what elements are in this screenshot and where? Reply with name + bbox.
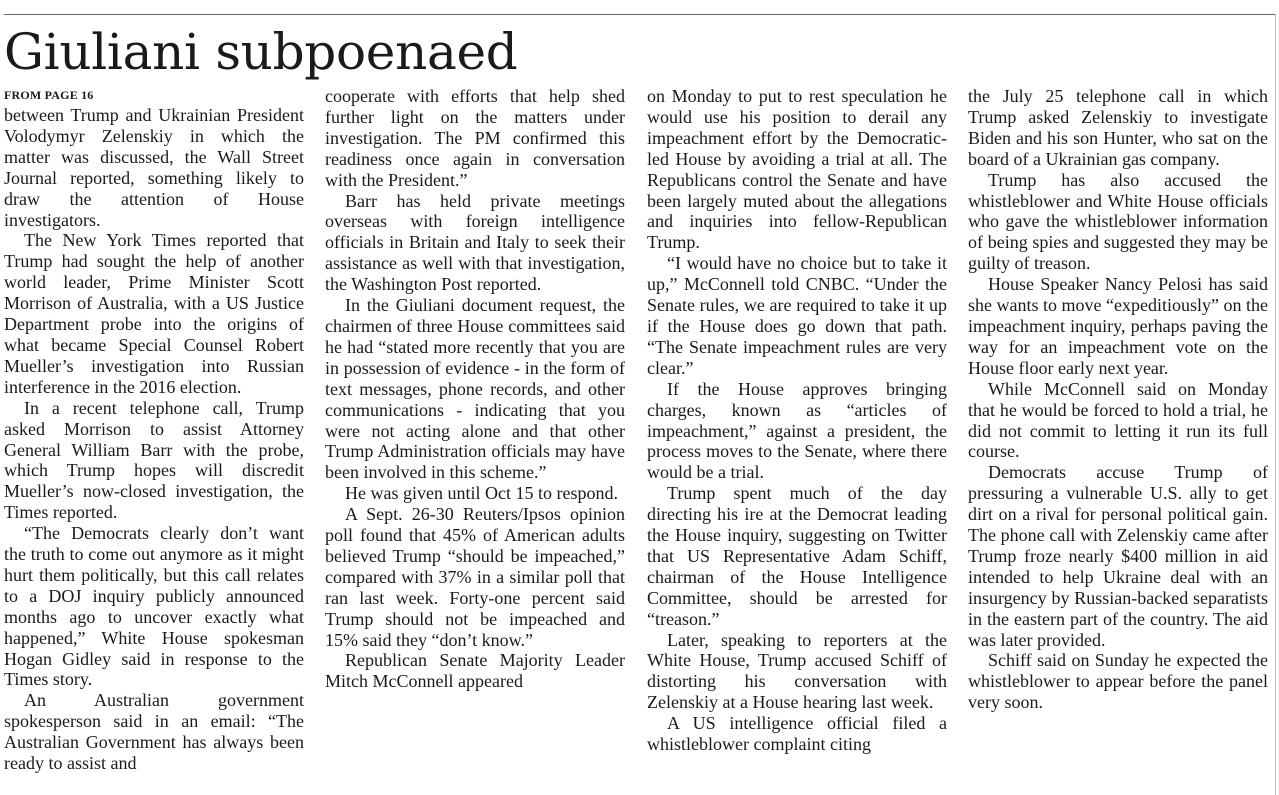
paragraph: Democrats accuse Trump of pressuring a vulnerable U.S. ally to get dirt on a rival for personal political gain. The phone call with Zelenskiy came after Trump froze nearly $400 million in aid intended to help Ukraine deal with an insurgency by Russian-backed separatists in the eastern part of the country. The aid was later provided.: [968, 462, 1268, 650]
paragraph: on Monday to put to rest speculation he would use his position to derail any impeachment effort by the Democratic-led House by avoiding a trial at all. The Republicans control the Senate and have been largely muted about the allegations and inquiries into fellow-Republican Trump.: [647, 86, 947, 253]
paragraph: In the Giuliani document request, the chairmen of three House committees said he had “stated more recently that you are in possession of evidence - in the form of text messages, phone records, and other communications - indicating that you were not acting alone and that other Trump Administration officials may have been involved in this scheme.”: [325, 295, 625, 483]
paragraph: An Australian government spokesperson said in an email: “The Australian Government has always been ready to assist and: [4, 690, 304, 774]
column-1: [4, 86, 304, 795]
paragraph: Later, speaking to reporters at the White House, Trump accused Schiff of distorting his conversation with Zelenskiy at a House hearing last week.: [647, 629, 947, 713]
paragraph: The New York Times reported that Trump had sought the help of another world leader, Prime Minister Scott Morrison of Australia, with a US Justice Department probe into the origins of what became Special Counsel Robert Mueller’s investigation into Russian interference in the 2016 election.: [4, 230, 304, 397]
paragraph: Trump spent much of the day directing his ire at the Democrat leading the House inquiry, suggesting on Twitter that US Representative Adam Schiff, chairman of the House Intelligence Committee, should be arrested for “treason.”: [647, 483, 947, 629]
article-columns: [4, 86, 1270, 795]
top-rule: [4, 14, 1275, 15]
paragraph: While McConnell said on Monday that he would be forced to hold a trial, he did not commit to letting it run its full course.: [968, 378, 1268, 462]
column-3: [647, 86, 947, 795]
paragraph: Schiff said on Sunday he expected the whistleblower to appear before the panel very soon.: [968, 650, 1268, 713]
paragraph: between Trump and Ukrainian President Volodymyr Zelenskiy in which the matter was discussed, the Wall Street Journal reported, something likely to draw the attention of House investigators.: [4, 105, 304, 230]
paragraph: Barr has held private meetings overseas with foreign intelligence officials in Britain and Italy to seek their assistance as well with that investigation, the Washington Post reported.: [325, 190, 625, 295]
continued-from-kicker: FROM PAGE 16: [4, 88, 94, 102]
column-4: [968, 86, 1268, 795]
column-2: [325, 86, 625, 795]
paragraph: House Speaker Nancy Pelosi has said she wants to move “expeditiously” on the impeachment inquiry, perhaps paving the way for an impeachment vote on the House floor early next year.: [968, 274, 1268, 378]
paragraph: Trump has also accused the whistleblower and White House officials who gave the whistleblower information of being spies and suggested they may be guilty of treason.: [968, 169, 1268, 274]
paragraph: A US intelligence official filed a whistleblower complaint citing: [647, 713, 947, 755]
paragraph: He was given until Oct 15 to respond.: [345, 483, 618, 504]
paragraph: In a recent telephone call, Trump asked Morrison to assist Attorney General William Barr with the probe, which Trump hopes will discredit Mueller’s now-closed investigation, the Times reported.: [4, 397, 304, 523]
right-rule: [1275, 14, 1276, 795]
paragraph: “I would have no choice but to take it up,” McConnell told CNBC. “Under the Senate rules, we are required to take it up if the House does go down that path. “The Senate impeachment rules are very clear.”: [647, 253, 947, 378]
paragraph: “The Democrats clearly don’t want the truth to come out anymore as it might hurt them politically, but this call relates to a DOJ inquiry publicly announced months ago to uncover exactly what happened,” White House spokesman Hogan Gidley said in response to the Times story.: [4, 523, 304, 690]
paragraph: the July 25 telephone call in which Trump asked Zelenskiy to investigate Biden and his son Hunter, who sat on the board of a Ukrainian gas company.: [968, 86, 1268, 169]
paragraph: cooperate with efforts that help shed further light on the matters under investigation. The PM confirmed this readiness once again in conversation with the President.”: [325, 86, 625, 190]
headline: Giuliani subpoenaed: [4, 23, 518, 81]
paragraph: If the House approves bringing charges, known as “articles of impeachment,” against a president, the process moves to the Senate, where there would be a trial.: [647, 378, 947, 483]
paragraph: Republican Senate Majority Leader Mitch McConnell appeared: [325, 650, 625, 692]
paragraph: A Sept. 26-30 Reuters/Ipsos opinion poll found that 45% of American adults believed Trump “should be impeached,” compared with 37% in a similar poll that ran last week. Forty-one percent said Trump should not be impeached and 15% said they “don’t know.”: [325, 504, 625, 650]
